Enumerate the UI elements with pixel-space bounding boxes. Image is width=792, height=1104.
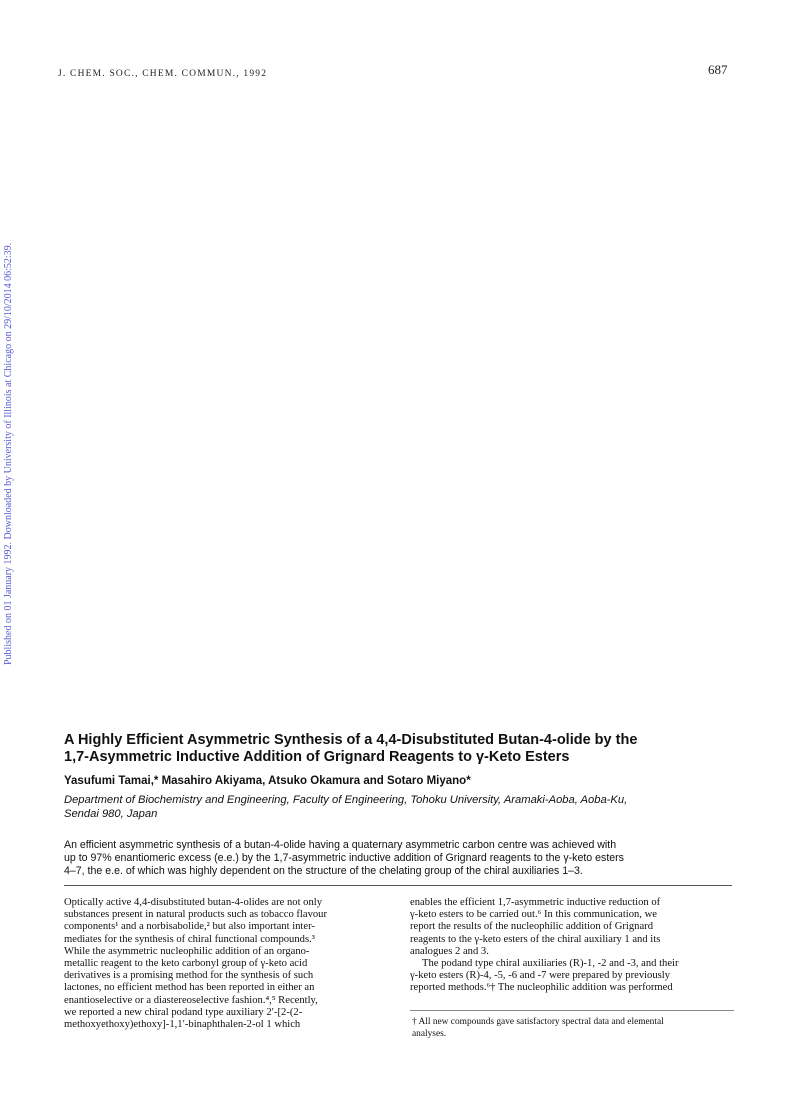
article-title xyxy=(64,732,744,766)
footnote-line: analyses. xyxy=(412,1028,447,1039)
body-line: components¹ and a norbisabolide,² but also important inter- xyxy=(64,921,315,933)
body-line: reagents to the γ-keto esters of the chiral auxiliary 1 and its xyxy=(410,933,661,945)
title-line: A Highly Efficient Asymmetric Synthesis of a 4,4-Disubstituted Butan-4-olide by the xyxy=(64,732,638,748)
body-line: While the asymmetric nucleophilic addition of an organo- xyxy=(64,945,310,957)
body-column-right xyxy=(410,897,734,995)
body-line: substances present in natural products such as tobacco flavour xyxy=(64,909,327,921)
journal-header: J. CHEM. SOC., CHEM. COMMUN., 1992 xyxy=(58,69,268,79)
body-line: methoxyethoxy)ethoxy]-1,1′-binaphthalen-2-ol 1 which xyxy=(64,1019,301,1031)
body-line: enantioselective or a diastereoselective fashion.⁴,⁵ Recently, xyxy=(64,994,318,1006)
body-line: derivatives is a promising method for the synthesis of such xyxy=(64,970,314,982)
body-line: reported methods.⁶† The nucleophilic addition was performed xyxy=(410,982,673,994)
affiliation-line: Department of Biochemistry and Engineering, Faculty of Engineering, Tohoku University, Aramaki-Aoba, Aoba-Ku, xyxy=(64,794,628,806)
abstract-line: up to 97% enantiomeric excess (e.e.) by the 1,7-asymmetric inductive addition of Grignard reagents to the γ-keto esters xyxy=(64,851,624,864)
body-line: The podand type chiral auxiliaries (R)-1, -2 and -3, and their xyxy=(422,958,679,970)
author-list: Yasufumi Tamai,* Masahiro Akiyama, Atsuko Okamura and Sotaro Miyano* xyxy=(64,775,471,787)
title-line: 1,7-Asymmetric Inductive Addition of Grignard Reagents to γ-Keto Esters xyxy=(64,749,570,765)
body-line: Optically active 4,4-disubstituted butan-4-olides are not only xyxy=(64,897,323,908)
body-column-left xyxy=(64,897,388,1031)
body-line: γ-keto esters (R)-4, -5, -6 and -7 were prepared by previously xyxy=(410,970,671,982)
footnote-divider xyxy=(410,1010,734,1011)
page-number: 687 xyxy=(708,62,728,77)
body-line: mediates for the synthesis of chiral functional compounds.³ xyxy=(64,933,315,945)
section-divider xyxy=(64,885,732,886)
download-notice[interactable]: Published on 01 January 1992. Downloaded by University of Illinois at Chicago on 29/10/2014 06:52:39. xyxy=(3,242,14,665)
abstract xyxy=(64,839,744,877)
affiliation xyxy=(64,794,744,821)
footnote xyxy=(412,1017,736,1040)
affiliation-line: Sendai 980, Japan xyxy=(64,807,158,820)
body-line: metallic reagent to the keto carbonyl group of γ-keto acid xyxy=(64,958,308,970)
body-line: enables the efficient 1,7-asymmetric inductive reduction of xyxy=(410,897,661,908)
body-line: we reported a new chiral podand type auxiliary 2′-[2-(2- xyxy=(64,1006,303,1018)
body-line: report the results of the nucleophilic addition of Grignard xyxy=(410,921,653,933)
body-line: γ-keto esters to be carried out.⁶ In this communication, we xyxy=(410,909,657,921)
abstract-line: An efficient asymmetric synthesis of a butan-4-olide having a quaternary asymmetric carbon centre was achieved with xyxy=(64,839,617,851)
footnote-line: † All new compounds gave satisfactory spectral data and elemental xyxy=(412,1017,664,1027)
body-line: analogues 2 and 3. xyxy=(410,945,489,957)
abstract-line: 4–7, the e.e. of which was highly dependent on the structure of the chelating group of the chiral auxiliaries 1–3. xyxy=(64,864,583,877)
body-line: lactones, no efficient method has been reported in either an xyxy=(64,982,315,994)
